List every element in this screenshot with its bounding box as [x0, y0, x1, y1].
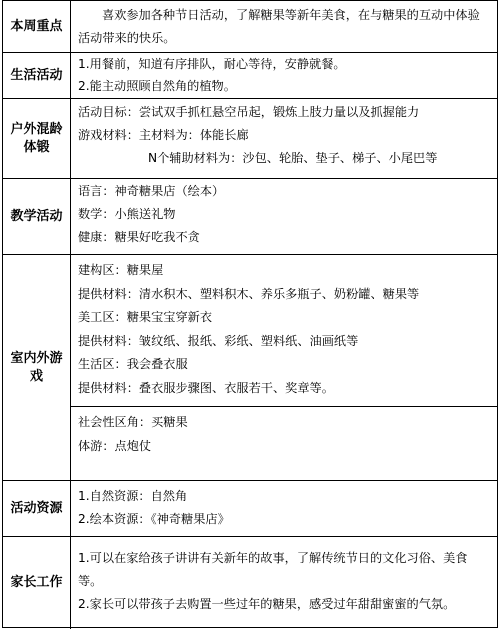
row-content — [71, 537, 497, 629]
row-content — [71, 1, 497, 52]
content-line: 提供材料：皱纹纸、报纸、彩纸、塑料纸、油画纸等 — [78, 333, 359, 348]
content-line: 建构区：糖果屋 — [78, 263, 164, 277]
row-content — [71, 481, 497, 536]
row-games — [3, 255, 497, 481]
row-parents — [3, 537, 497, 629]
row-content — [71, 53, 497, 98]
section-divider — [71, 406, 497, 407]
weekly-plan-table — [2, 0, 498, 628]
content-line: 语言：神奇糖果店（绘本） — [78, 184, 225, 198]
row-label: 家长工作 — [3, 537, 71, 629]
row-content — [71, 99, 497, 178]
content-line: 提供材料：清水积木、塑料积木、养乐多瓶子、奶粉罐、糖果等 — [78, 286, 420, 301]
content-line: 社会性区角：买糖果 — [78, 415, 188, 429]
content-line: 生活区：我会叠衣服 — [78, 357, 188, 371]
content-line: N个辅助材料为：沙包、轮胎、垫子、梯子、小尾巴等 — [148, 151, 438, 165]
content-line: 喜欢参加各种节日活动，了解糖果等新年美食，在与糖果的互动中体验活动带来的快乐。 — [78, 8, 480, 45]
row-label: 生活活动 — [3, 53, 71, 98]
row-outdoor-exercise — [3, 99, 497, 179]
content-line: 美工区：糖果宝宝穿新衣 — [78, 310, 213, 324]
row-content — [71, 255, 497, 480]
content-line: 2.绘本资源：《神奇糖果店》 — [78, 512, 230, 526]
row-label: 户外混龄体锻 — [3, 99, 71, 178]
content-line: 游戏材料：主材料为：体能长廊 — [78, 128, 249, 142]
content-line: 2.家长可以带孩子去购置一些过年的糖果，感受过年甜甜蜜蜜的气氛。 — [78, 597, 456, 611]
row-label: 本周重点 — [3, 1, 71, 52]
row-resources — [3, 481, 497, 537]
row-label: 教学活动 — [3, 179, 71, 254]
row-daily-life — [3, 53, 497, 99]
content-line: 数学：小熊送礼物 — [78, 207, 176, 221]
content-line: 1.用餐前，知道有序排队，耐心等待，安静就餐。 — [78, 57, 346, 71]
content-line: 体游：点炮仗 — [78, 438, 152, 453]
content-line: 提供材料：叠衣服步骤图、衣服若干、奖章等。 — [78, 380, 334, 395]
row-label: 室内外游戏 — [3, 255, 71, 480]
content-line: 2.能主动照顾自然角的植物。 — [78, 79, 236, 93]
content-line: 1.可以在家给孩子讲讲有关新年的故事，了解传统节日的文化习俗、美食等。 — [78, 551, 468, 588]
content-line: 活动目标：尝试双手抓杠悬空吊起，锻炼上肢力量以及抓握能力 — [78, 105, 420, 119]
row-content — [71, 179, 497, 254]
row-teaching — [3, 179, 497, 255]
row-label: 活动资源 — [3, 481, 71, 536]
content-line: 1.自然资源：自然角 — [78, 489, 188, 503]
row-weekly-focus — [3, 1, 497, 53]
content-line: 健康：糖果好吃我不贪 — [78, 230, 200, 244]
